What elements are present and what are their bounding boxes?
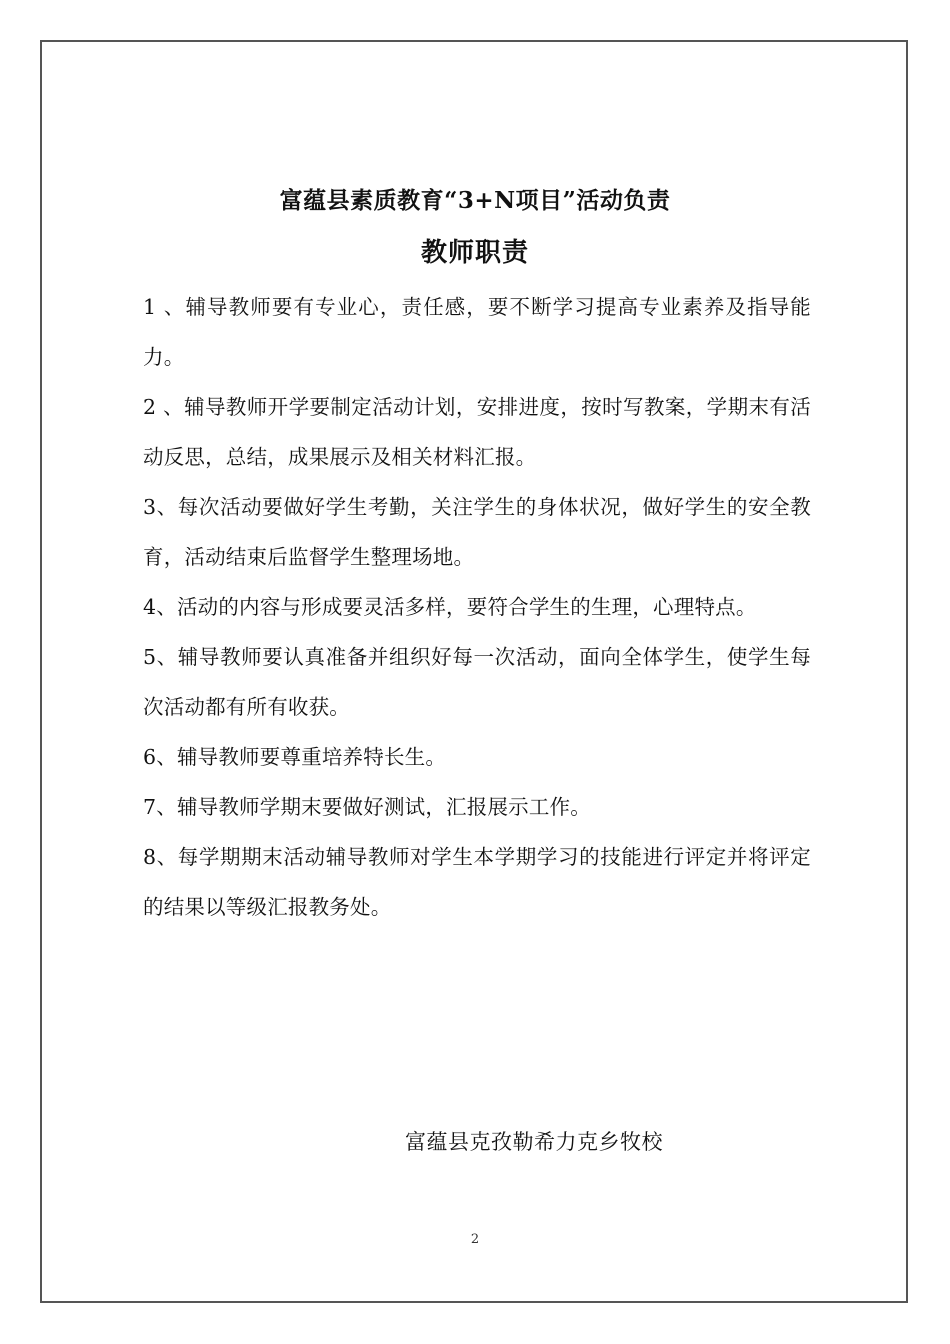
duty-list (143, 282, 811, 932)
duty-item-5: 5、辅导教师要认真准备并组织好每一次活动，面向全体学生，使学生每次活动都有所有收获。 (143, 645, 811, 719)
document-title: 富蕴县素质教育“3+N项目”活动负责 (279, 187, 671, 214)
duty-item-7: 7、辅导教师学期末要做好测试，汇报展示工作。 (143, 795, 591, 819)
duty-item-3: 3、每次活动要做好学生考勤，关注学生的身体状况，做好学生的安全教育，活动结束后监督学生整理场地。 (143, 495, 811, 569)
duty-item-2: 2 、辅导教师开学要制定活动计划，安排进度，按时写教案，学期末有活动反思，总结，成果展示及相关材料汇报。 (143, 395, 811, 469)
document-subtitle: 教师职责 (420, 238, 529, 268)
duty-item-6: 6、辅导教师要尊重培养特长生。 (143, 745, 447, 769)
duty-item-8: 8、每学期期末活动辅导教师对学生本学期学习的技能进行评定并将评定的结果以等级汇报教务处。 (143, 845, 811, 919)
school-signature: 富蕴县克孜勒希力克乡牧校 (405, 1130, 663, 1154)
duty-item-4: 4、活动的内容与形成要灵活多样，要符合学生的生理，心理特点。 (143, 595, 757, 619)
page-number: 2 (470, 1232, 480, 1247)
duty-item-1: 1 、辅导教师要有专业心，责任感，要不断学习提高专业素养及指导能力。 (143, 295, 811, 369)
